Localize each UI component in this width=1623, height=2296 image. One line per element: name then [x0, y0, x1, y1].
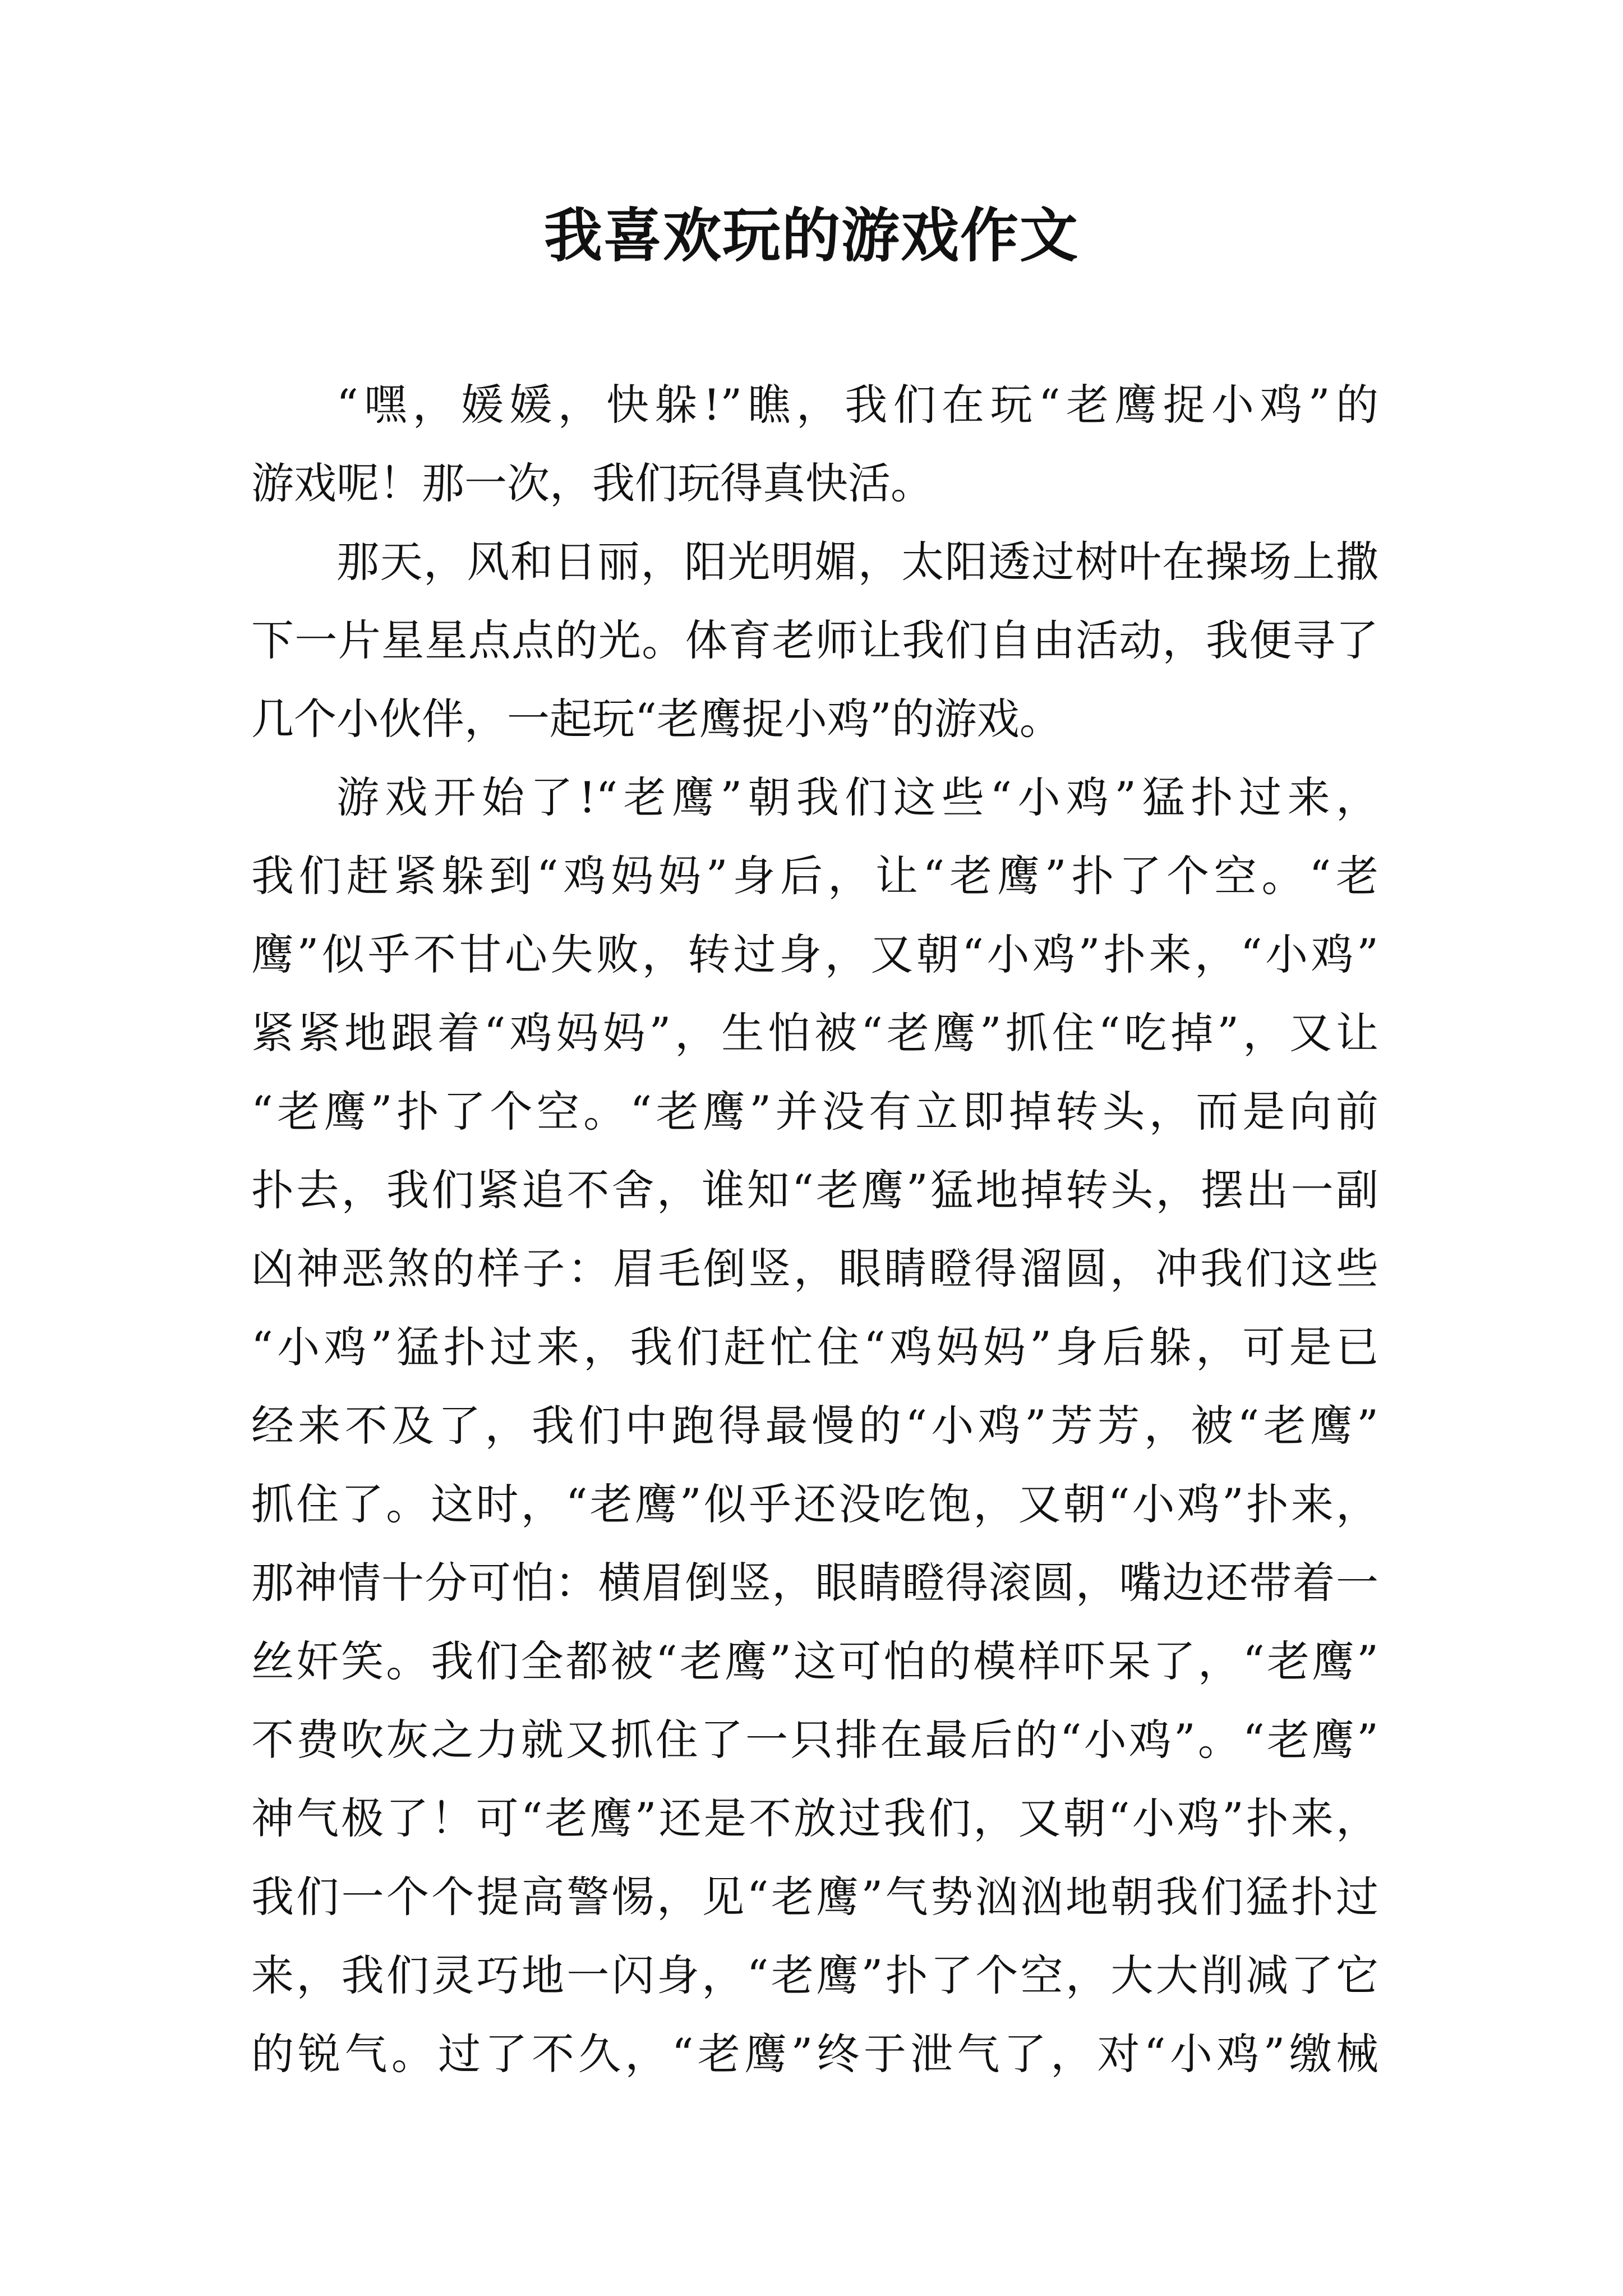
paragraph-line: 紧紧地跟着“鸡妈妈”，生怕被“老鹰”抓住“吃掉”，又让 — [251, 1008, 1378, 1058]
paragraph-line: 扑去，我们紧追不舍，谁知“老鹰”猛地掉转头，摆出一副 — [251, 1165, 1378, 1215]
paragraph-line: 抓住了。这时，“老鹰”似乎还没吃饱，又朝“小鸡”扑来， — [251, 1479, 1378, 1529]
paragraph-line: 游戏开始了!“老鹰”朝我们这些“小鸡”猛扑过来， — [336, 772, 1378, 822]
document-body — [251, 366, 1378, 2093]
paragraph-line: 几个小伙伴，一起玩“老鹰捉小鸡”的游戏。 — [251, 694, 1062, 744]
paragraph-line: 游戏呢！那一次，我们玩得真快活。 — [251, 458, 933, 508]
paragraph-line: 经来不及了，我们中跑得最慢的“小鸡”芳芳，被“老鹰” — [251, 1401, 1378, 1451]
paragraph-line: 来，我们灵巧地一闪身，“老鹰”扑了个空，大大削减了它 — [251, 1950, 1378, 2000]
document-title: 我喜欢玩的游戏作文 — [543, 201, 1079, 270]
paragraph-line: “嘿，媛媛，快躲!”瞧，我们在玩“老鹰捉小鸡”的 — [336, 380, 1378, 430]
paragraph-line: 的锐气。过了不久，“老鹰”终于泄气了，对“小鸡”缴械 — [251, 2029, 1378, 2079]
paragraph-line: 那神情十分可怕：横眉倒竖，眼睛瞪得滚圆，嘴边还带着一 — [251, 1558, 1378, 1608]
paragraph-line: 丝奸笑。我们全都被“老鹰”这可怕的模样吓呆了，“老鹰” — [251, 1636, 1378, 1686]
paragraph-line: 鹰”似乎不甘心失败，转过身，又朝“小鸡”扑来，“小鸡” — [251, 930, 1378, 979]
paragraph-line: “小鸡”猛扑过来，我们赶忙住“鸡妈妈”身后躲，可是已 — [251, 1322, 1378, 1372]
paragraph-line: 我们赶紧躲到“鸡妈妈”身后，让“老鹰”扑了个空。“老 — [251, 851, 1378, 901]
paragraph-line: 凶神恶煞的样子：眉毛倒竖，眼睛瞪得溜圆，冲我们这些 — [251, 1244, 1378, 1294]
paragraph-line: 我们一个个提高警惕，见“老鹰”气势汹汹地朝我们猛扑过 — [251, 1872, 1378, 1922]
paragraph-line: 那天，风和日丽，阳光明媚，太阳透过树叶在操场上撒 — [336, 537, 1378, 587]
paragraph-line: 神气极了！可“老鹰”还是不放过我们，又朝“小鸡”扑来， — [251, 1793, 1378, 1843]
paragraph-line: “老鹰”扑了个空。“老鹰”并没有立即掉转头，而是向前 — [251, 1087, 1378, 1137]
paragraph-line: 下一片星星点点的光。体育老师让我们自由活动，我便寻了 — [251, 615, 1378, 665]
paragraph-line: 不费吹灰之力就又抓住了一只排在最后的“小鸡”。“老鹰” — [251, 1715, 1378, 1765]
